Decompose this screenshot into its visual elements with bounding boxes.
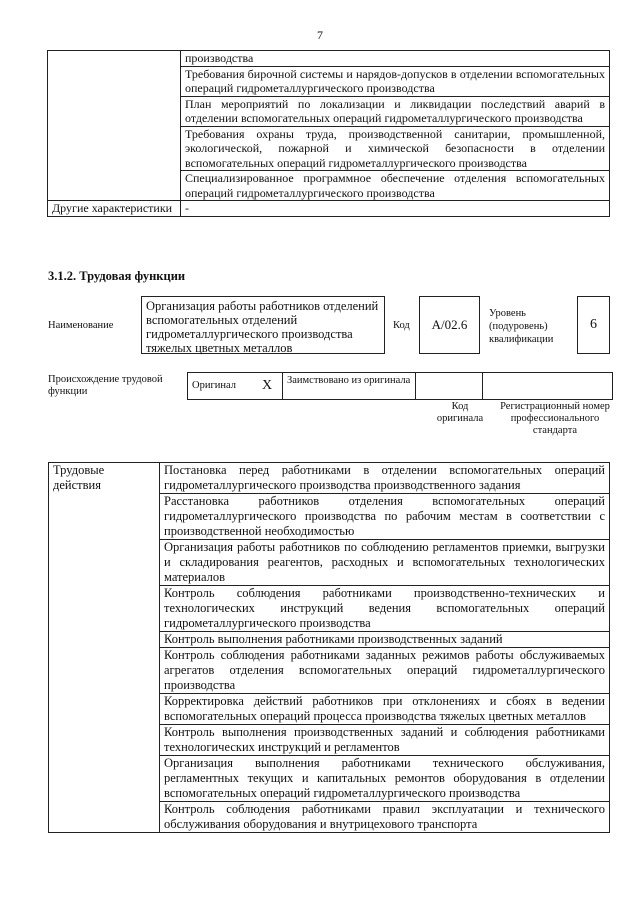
registration-number-caption: Регистрационный номер профессионального стандарта bbox=[500, 401, 610, 436]
function-code-box: А/02.6 bbox=[419, 296, 480, 354]
table-label-cell-empty bbox=[48, 51, 181, 201]
knowledge-table-continued bbox=[47, 50, 610, 217]
origin-label: Происхождение трудовой функции bbox=[48, 374, 163, 397]
labor-action-item: Корректировка действий работников при отклонениях и сбоях в ведении вспомогательных операций процесса производства тяжелых цветных металлов bbox=[160, 694, 610, 725]
code-original-caption: Код оригинала bbox=[436, 401, 484, 424]
labor-action-item: Постановка перед работниками в отделении вспомогательных операций гидрометаллургического производства производственного задания bbox=[160, 463, 610, 494]
labor-action-item: Контроль соблюдения работниками производственно-технических и технологических инструкций ведения вспомогательных операций гидрометаллургического производства bbox=[160, 586, 610, 632]
table-cell: Требования охраны труда, производственной санитарии, промышленной, экологической, пожарной и химической безопасности в отделении вспомогательных операций гидрометаллургического производства bbox=[181, 126, 610, 171]
labor-action-item: Контроль выполнения работниками производственных заданий bbox=[160, 632, 610, 648]
labor-actions-label: Трудовые действия bbox=[49, 463, 160, 833]
labor-action-item: Расстановка работников отделения вспомогательных операций гидрометаллургического производства по рабочим местам в соответствии с производственной необходимостью bbox=[160, 494, 610, 540]
other-characteristics-label: Другие характеристики bbox=[48, 201, 181, 217]
table-row bbox=[48, 201, 610, 217]
section-title: 3.1.2. Трудовая функции bbox=[48, 269, 186, 283]
table-cell: План мероприятий по локализации и ликвидации последствий аварий в отделении вспомогательных операций гидрометаллургического производства bbox=[181, 96, 610, 126]
function-name-box: Организация работы работников отделений вспомогательных отделений гидрометаллургического производства тяжелых цветных металлов bbox=[141, 296, 385, 354]
table-cell: Специализированное программное обеспечение отделения вспомогательных операций гидрометаллургического производства bbox=[181, 171, 610, 201]
table-cell: Требования бирочной системы и нарядов-допусков в отделении вспомогательных операций гидрометаллургического производства bbox=[181, 66, 610, 96]
registration-number-cell bbox=[483, 373, 613, 400]
name-label: Наименование bbox=[48, 320, 114, 331]
labor-action-item: Организация работы работников по соблюдению регламентов приемки, выгрузки и складирования реагентов, расходных и вспомогательных технологических материалов bbox=[160, 540, 610, 586]
borrowed-label: Заимствовано из оригинала bbox=[283, 373, 416, 400]
qualification-level-box: 6 bbox=[577, 296, 610, 354]
table-row bbox=[188, 373, 613, 400]
labor-action-item: Контроль соблюдения работниками правил эксплуатации и технического обслуживания оборудования и внутрицехового транспорта bbox=[160, 802, 610, 833]
code-label: Код bbox=[393, 320, 410, 331]
original-mark: X bbox=[252, 373, 283, 400]
labor-action-item: Контроль соблюдения работниками заданных режимов работы обслуживаемых агрегатов отделения вспомогательных операций гидрометаллургического производства bbox=[160, 648, 610, 694]
qualification-level-label: Уровень (подуровень) квалификации bbox=[489, 308, 554, 345]
table-row bbox=[48, 51, 610, 67]
origin-table bbox=[187, 372, 613, 400]
other-characteristics-value: - bbox=[181, 201, 610, 217]
labor-action-item: Организация выполнения работниками технического обслуживания, регламентных текущих и капитальных ремонтов оборудования в отделении вспомогательных операций гидрометаллургического производства bbox=[160, 756, 610, 802]
table-cell: производства bbox=[181, 51, 610, 67]
labor-action-item: Контроль выполнения производственных заданий и соблюдения работниками технологических инструкций и регламентов bbox=[160, 725, 610, 756]
page-number: 7 bbox=[317, 28, 323, 42]
origin-code-cell bbox=[416, 373, 483, 400]
labor-actions-table bbox=[48, 462, 610, 833]
table-row bbox=[49, 463, 610, 494]
original-label: Оригинал bbox=[188, 373, 253, 400]
